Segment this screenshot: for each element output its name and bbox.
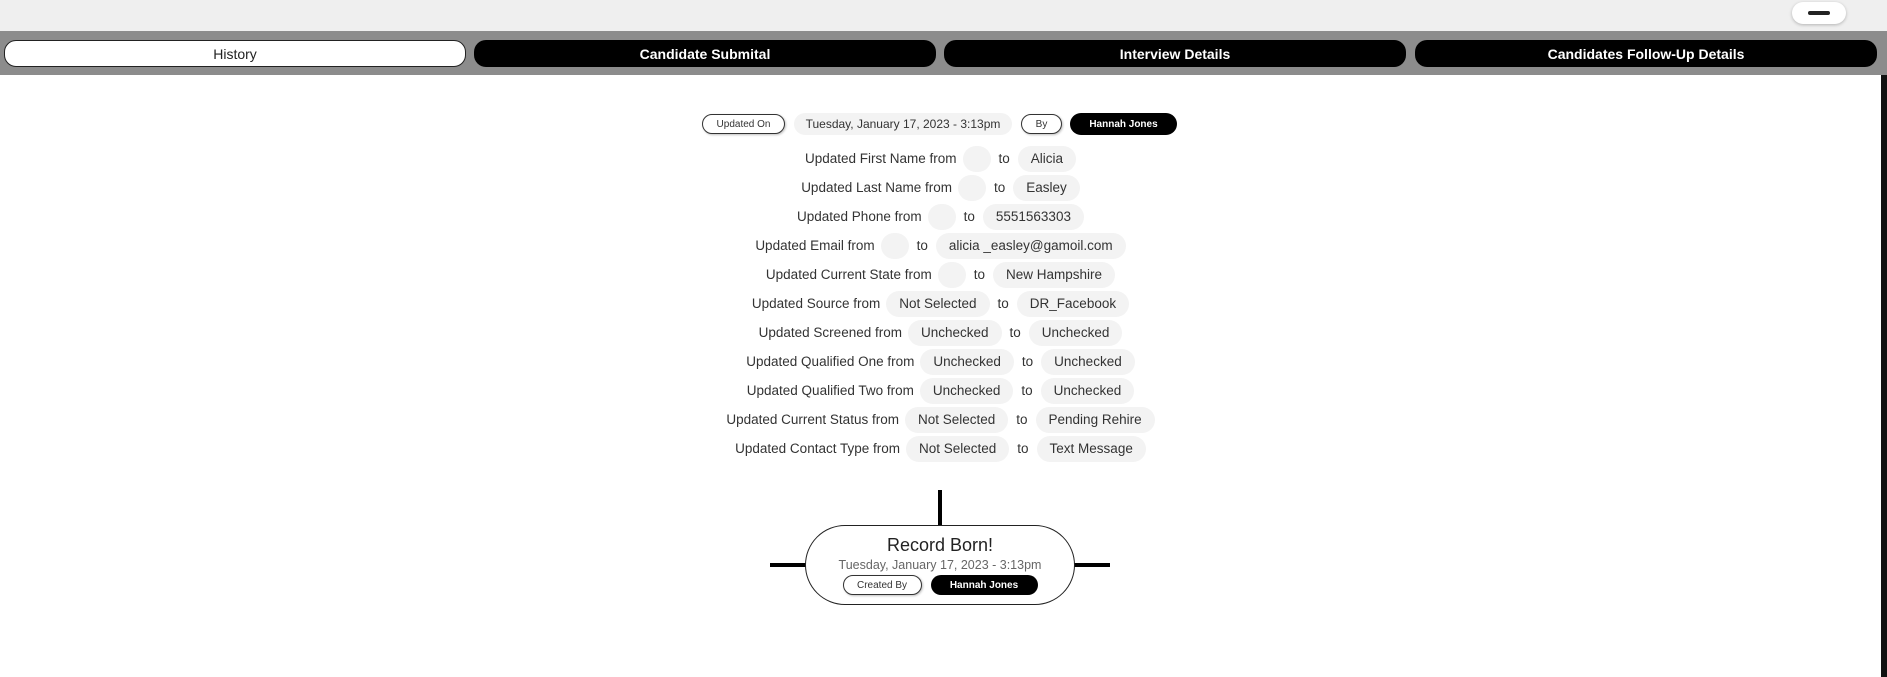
change-from-value [938,262,966,288]
change-label: Updated Current State from [765,267,932,282]
record-date: Tuesday, January 17, 2023 - 3:13pm [838,558,1042,572]
change-from-value: Unchecked [920,349,1014,375]
change-from-value [963,146,991,172]
change-list [0,144,1881,463]
record-born-card [805,525,1075,605]
record-meta [806,575,1074,595]
change-row [0,173,1881,202]
tab-bar [0,31,1887,75]
to-word: to [1021,354,1034,369]
change-label: Updated Email from [755,238,875,253]
change-label: Updated Qualified Two from [746,383,914,398]
to-word: to [998,151,1010,166]
timeline-connector [938,490,942,526]
change-to-value: Unchecked [1029,320,1123,346]
to-word: to [963,209,975,224]
change-label: Updated Phone from [797,209,922,224]
change-to-value: New Hampshire [993,262,1115,288]
to-word: to [1021,383,1033,398]
to-word: to [994,180,1006,195]
change-row [0,144,1881,173]
change-label: Updated Qualified One from [746,354,915,369]
to-word: to [1017,441,1029,456]
to-word: to [973,267,986,282]
change-to-value: Unchecked [1041,349,1135,375]
by-label: By [1021,114,1062,134]
change-to-value: Easley [1013,175,1080,201]
change-to-value: Unchecked [1041,378,1135,404]
to-word: to [916,238,928,253]
change-from-value: Not Selected [905,407,1008,433]
created-by-user: Hannah Jones [931,575,1038,595]
update-meta [702,113,1177,135]
change-row [0,260,1881,289]
to-word: to [997,296,1009,311]
change-to-value: Pending Rehire [1036,407,1155,433]
updated-on-label: Updated On [702,114,785,134]
change-to-value: alicia _easley@gamoil.com [936,233,1126,259]
updated-on-value: Tuesday, January 17, 2023 - 3:13pm [794,113,1012,135]
change-from-value: Unchecked [908,320,1002,346]
minimize-icon[interactable] [1792,2,1846,24]
change-row [0,376,1881,405]
to-word: to [1016,412,1028,427]
change-row [0,347,1881,376]
scrollbar[interactable] [1881,75,1887,677]
change-row [0,434,1881,463]
change-label: Updated Screened from [758,325,902,340]
change-label: Updated Last Name from [801,180,953,195]
change-from-value: Not Selected [886,291,989,317]
tab-candidate-submital[interactable]: Candidate Submital [474,40,936,67]
change-to-value: 5551563303 [983,204,1084,230]
change-label: Updated Source from [751,296,881,311]
change-row [0,231,1881,260]
record-title: Record Born! [886,535,994,555]
change-from-value [958,175,986,201]
to-word: to [1009,325,1021,340]
tab-interview-details[interactable]: Interview Details [944,40,1406,67]
change-to-value: DR_Facebook [1017,291,1129,317]
tab-candidates-follow-up-details[interactable]: Candidates Follow-Up Details [1415,40,1877,67]
timeline-connector-right [1074,563,1110,567]
created-by-label: Created By [843,575,922,595]
change-from-value: Not Selected [906,436,1009,462]
change-from-value [881,233,909,259]
updated-by-user: Hannah Jones [1070,113,1177,135]
change-to-value: Text Message [1037,436,1146,462]
timeline-connector-left [770,563,806,567]
change-row [0,318,1881,347]
top-bar [0,0,1887,31]
change-from-value [928,204,956,230]
change-from-value: Unchecked [920,378,1014,404]
change-row [0,202,1881,231]
change-label: Updated Current Status from [726,412,899,427]
change-to-value: Alicia [1018,146,1076,172]
change-label: Updated Contact Type from [735,441,900,456]
change-label: Updated First Name from [804,151,957,166]
tab-history[interactable]: History [4,40,466,67]
change-row [0,405,1881,434]
change-row [0,289,1881,318]
